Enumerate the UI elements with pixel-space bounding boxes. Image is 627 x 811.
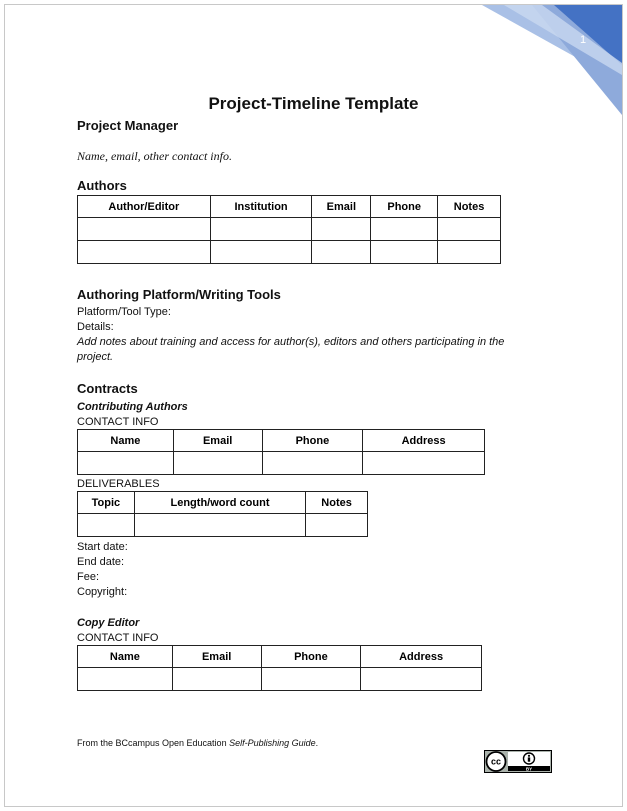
authors-table — [77, 195, 501, 264]
project-manager-heading: Project Manager — [77, 118, 179, 133]
table-cell[interactable] — [312, 241, 371, 264]
copy-editor-col-phone: Phone — [261, 646, 361, 668]
table-row — [78, 668, 482, 691]
table-cell[interactable] — [134, 514, 305, 537]
table-cell[interactable] — [173, 452, 262, 475]
copy-editor-label: Copy Editor — [77, 617, 140, 629]
copyright-label: Copyright: — [77, 586, 128, 598]
copy-editor-contact-info-label: CONTACT INFO — [77, 632, 159, 644]
end-date-label: End date: — [77, 556, 125, 568]
table-cell[interactable] — [78, 241, 211, 264]
table-cell[interactable] — [78, 668, 173, 691]
table-cell[interactable] — [78, 452, 174, 475]
start-date-label: Start date: — [77, 541, 128, 553]
document-title: Project-Timeline Template — [208, 94, 419, 113]
platform-heading: Authoring Platform/Writing Tools — [77, 287, 281, 302]
contact-col-phone: Phone — [262, 430, 363, 452]
deliverables-col-notes: Notes — [306, 492, 368, 514]
platform-details: Details: — [77, 321, 114, 333]
table-cell[interactable] — [371, 218, 438, 241]
table-row — [78, 452, 485, 475]
contact-col-email: Email — [173, 430, 262, 452]
table-cell[interactable] — [306, 514, 368, 537]
table-cell[interactable] — [438, 241, 501, 264]
page-number: 1 — [580, 34, 587, 46]
table-cell[interactable] — [262, 452, 363, 475]
platform-tool-type: Platform/Tool Type: — [77, 306, 171, 318]
contact-col-name: Name — [78, 430, 174, 452]
copy-editor-contact-table — [77, 645, 482, 691]
footer-suffix: . — [315, 738, 319, 748]
contributing-contact-table — [77, 429, 485, 475]
table-row — [78, 218, 501, 241]
contributing-authors-label: Contributing Authors — [77, 401, 188, 413]
svg-text:cc: cc — [490, 756, 502, 767]
table-cell[interactable] — [438, 218, 501, 241]
copy-editor-col-email: Email — [172, 646, 261, 668]
table-cell[interactable] — [312, 218, 371, 241]
footer-guide-title[interactable]: Self-Publishing Guide — [229, 738, 316, 748]
table-row — [78, 514, 368, 537]
deliverables-col-length: Length/word count — [134, 492, 305, 514]
table-row — [78, 241, 501, 264]
platform-note-line1: Add notes about training and access for author(s), editors and others participating in the — [77, 336, 505, 348]
table-cell[interactable] — [78, 218, 211, 241]
authors-col-author-editor: Author/Editor — [78, 196, 211, 218]
platform-note-line2: project. — [77, 351, 114, 363]
table-cell[interactable] — [210, 241, 312, 264]
cc-by-icon[interactable] — [484, 750, 552, 773]
table-cell[interactable] — [371, 241, 438, 264]
table-cell[interactable] — [78, 514, 135, 537]
authors-heading: Authors — [77, 178, 127, 193]
document-page — [4, 4, 623, 807]
authors-col-institution: Institution — [210, 196, 312, 218]
copy-editor-col-address: Address — [361, 646, 482, 668]
project-manager-placeholder: Name, email, other contact info. — [77, 149, 232, 163]
contributing-contact-info-label: CONTACT INFO — [77, 416, 159, 428]
authors-col-phone: Phone — [371, 196, 438, 218]
deliverables-col-topic: Topic — [78, 492, 135, 514]
table-cell[interactable] — [363, 452, 485, 475]
table-cell[interactable] — [261, 668, 361, 691]
table-cell[interactable] — [361, 668, 482, 691]
footer-prefix: From the BCcampus Open Education — [77, 738, 230, 748]
table-cell[interactable] — [172, 668, 261, 691]
contact-col-address: Address — [363, 430, 485, 452]
deliverables-label: DELIVERABLES — [77, 478, 160, 490]
authors-col-notes: Notes — [438, 196, 501, 218]
authors-col-email: Email — [312, 196, 371, 218]
deliverables-table — [77, 491, 368, 537]
license-by-text: BY — [525, 766, 533, 772]
footer-attribution — [77, 738, 318, 748]
fee-label: Fee: — [77, 571, 100, 583]
table-cell[interactable] — [210, 218, 312, 241]
contracts-heading: Contracts — [77, 381, 138, 396]
copy-editor-col-name: Name — [78, 646, 173, 668]
